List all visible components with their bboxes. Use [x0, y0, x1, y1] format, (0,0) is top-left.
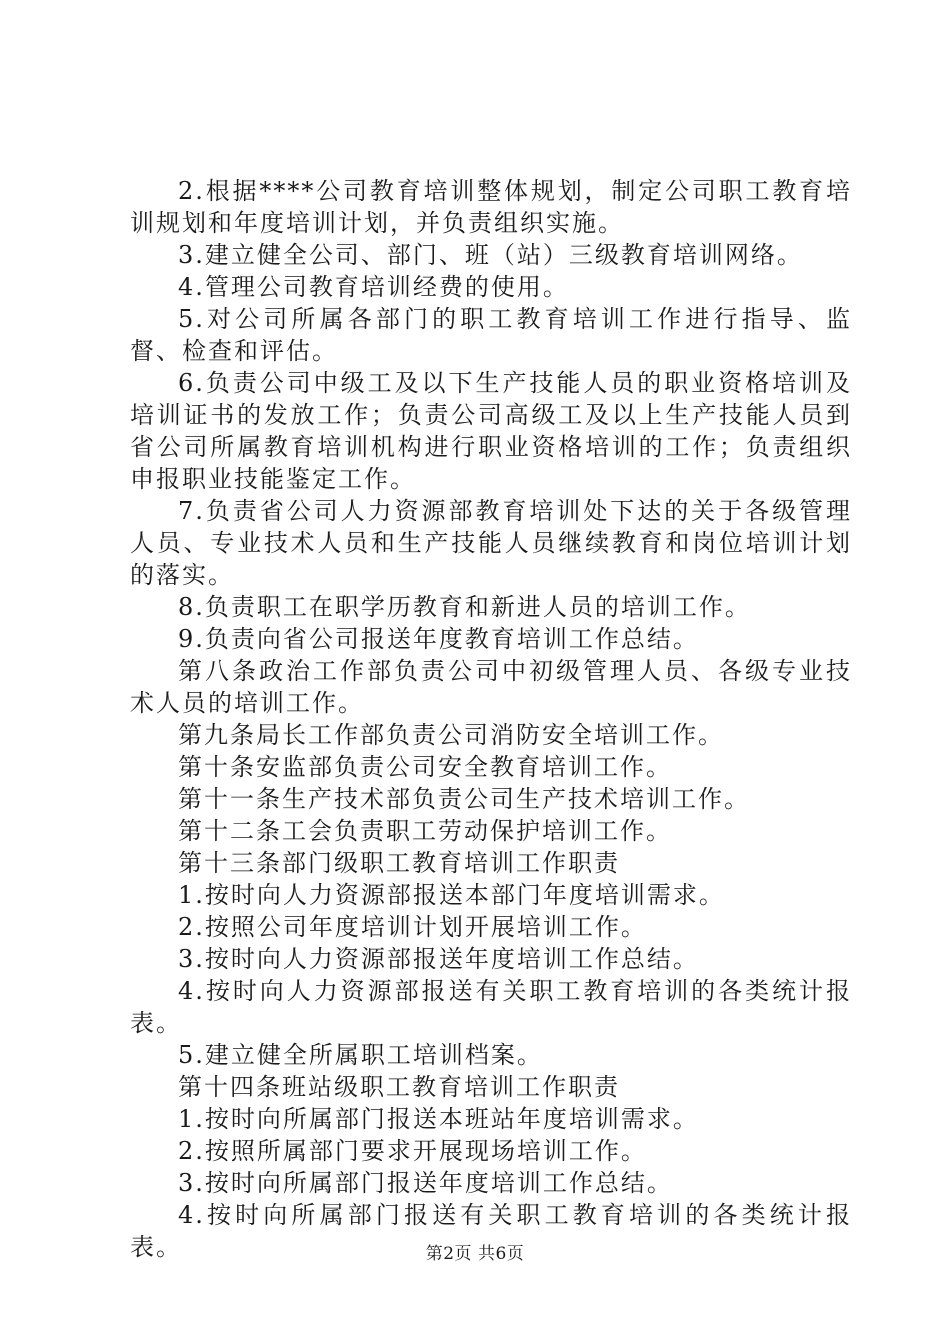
document-body: [130, 175, 852, 1263]
paragraph: 4.按时向所属部门报送有关职工教育培训的各类统计报表。: [130, 1201, 852, 1261]
paragraph: 第十四条班站级职工教育培训工作职责: [178, 1073, 620, 1101]
paragraph: 9.负责向省公司报送年度教育培训工作总结。: [178, 625, 699, 653]
paragraph: 6.负责公司中级工及以下生产技能人员的职业资格培训及培训证书的发放工作；负责公司高级工及以上生产技能人员到省公司所属教育培训机构进行职业资格培训的工作；负责组织申报职业技能鉴定工作。: [130, 369, 852, 493]
paragraph: 3.按时向人力资源部报送年度培训工作总结。: [178, 945, 699, 973]
paragraph: 4.按时向人力资源部报送有关职工教育培训的各类统计报表。: [130, 977, 852, 1037]
paragraph: 1.按时向所属部门报送本班站年度培训需求。: [178, 1105, 699, 1133]
paragraph: 8.负责职工在职学历教育和新进人员的培训工作。: [178, 593, 751, 621]
paragraph: 3.按时向所属部门报送年度培训工作总结。: [178, 1169, 673, 1197]
page-number-footer: 第2页 共6页: [425, 1244, 525, 1264]
paragraph: 第八条政治工作部负责公司中初级管理人员、各级专业技术人员的培训工作。: [130, 657, 852, 717]
paragraph: 2.根据****公司教育培训整体规划，制定公司职工教育培训规划和年度培训计划，并负责组织实施。: [130, 177, 852, 237]
paragraph: 5.建立健全所属职工培训档案。: [178, 1041, 543, 1069]
paragraph: 4.管理公司教育培训经费的使用。: [178, 273, 569, 301]
paragraph: 第十一条生产技术部负责公司生产技术培训工作。: [178, 785, 750, 813]
paragraph: 第十三条部门级职工教育培训工作职责: [178, 849, 620, 877]
paragraph: 3.建立健全公司、部门、班（站）三级教育培训网络。: [178, 241, 803, 269]
paragraph: 7.负责省公司人力资源部教育培训处下达的关于各级管理人员、专业技术人员和生产技能人员继续教育和岗位培训计划的落实。: [130, 497, 852, 589]
paragraph: 1.按时向人力资源部报送本部门年度培训需求。: [178, 881, 725, 909]
paragraph: 2.按照所属部门要求开展现场培训工作。: [178, 1137, 647, 1165]
paragraph: 5.对公司所属各部门的职工教育培训工作进行指导、监督、检查和评估。: [130, 305, 852, 365]
paragraph: 第十条安监部负责公司安全教育培训工作。: [178, 753, 672, 781]
paragraph: 2.按照公司年度培训计划开展培训工作。: [178, 913, 647, 941]
paragraph: 第十二条工会负责职工劳动保护培训工作。: [178, 817, 672, 845]
paragraph: 第九条局长工作部负责公司消防安全培训工作。: [178, 721, 724, 749]
